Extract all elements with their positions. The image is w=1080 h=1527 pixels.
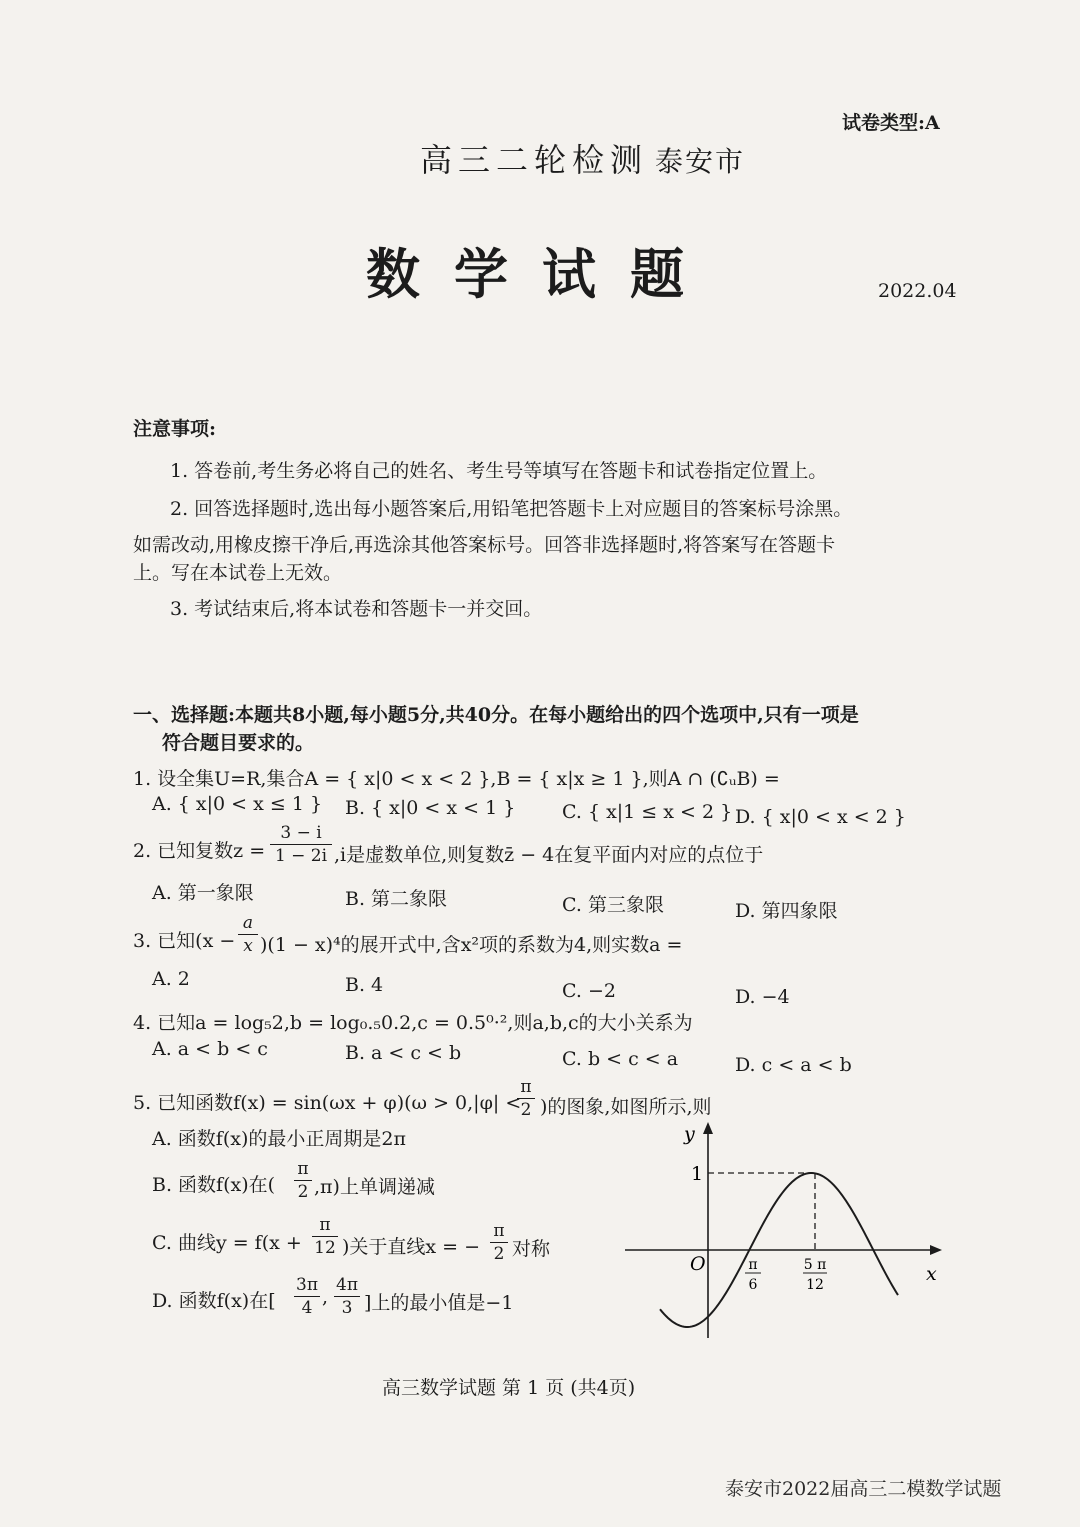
page-title: 数学试题: [366, 242, 718, 306]
question-5-option-d-fraction-2-denominator: 3: [341, 1298, 353, 1318]
question-5-option-d-fraction-1: [294, 1274, 320, 1319]
question-4-option-c: C. b < c < a: [562, 1048, 679, 1070]
y-axis-label: y: [684, 1123, 695, 1145]
question-5-option-c-fraction-1-numerator: π: [312, 1214, 338, 1237]
question-5-option-d-suffix: ]上的最小值是−1: [364, 1292, 514, 1314]
question-3-stem-suffix: )(1 − x)⁴的展开式中,含x²项的系数为4,则实数a =: [260, 934, 683, 956]
y-axis-arrow-icon: [703, 1122, 713, 1134]
question-5-option-c-fraction-1: [312, 1214, 338, 1259]
question-5-option-d-fraction-2: [334, 1274, 360, 1319]
question-3-option-a: A. 2: [152, 968, 190, 990]
question-5-stem-fraction: [517, 1076, 535, 1121]
question-1-option-b: B. { x|0 < x < 1 }: [345, 797, 516, 819]
question-5-option-c-suffix: 对称: [512, 1238, 551, 1260]
question-5-option-c-fraction-2-denominator: 2: [493, 1244, 505, 1264]
question-5-option-c-fraction-1-denominator: 12: [314, 1238, 336, 1258]
question-5-stem-fraction-numerator: π: [517, 1076, 535, 1099]
watermark-caption: 泰安市2022届高三二模数学试题: [725, 1478, 1002, 1500]
section-heading-line-1: 一、选择题:本题共8小题,每小题5分,共40分。在每小题给出的四个选项中,只有一项是: [133, 704, 859, 726]
question-5-option-c-middle: )关于直线x = −: [342, 1236, 481, 1258]
notice-item-2-line-3: 上。写在本试卷上无效。: [133, 562, 343, 584]
question-5-option-b-suffix: ,π)上单调递减: [314, 1176, 435, 1198]
x-axis-label: x: [926, 1263, 937, 1285]
question-5-option-a: A. 函数f(x)的最小正周期是2π: [152, 1128, 406, 1150]
question-5-option-d-fraction-1-denominator: 4: [301, 1298, 313, 1318]
tick-pi-over-6-numerator: π: [748, 1257, 758, 1273]
notice-heading: 注意事项:: [133, 418, 217, 440]
question-2-fraction-denominator: 1 − 2i: [274, 846, 328, 866]
question-4-option-d: D. c < a < b: [735, 1054, 852, 1076]
question-5-option-b-fraction-numerator: π: [294, 1158, 312, 1181]
section-heading-line-2: 符合题目要求的。: [162, 732, 315, 754]
x-axis-arrow-icon: [930, 1245, 942, 1255]
question-5-option-b-prefix: B. 函数f(x)在(: [152, 1174, 276, 1196]
page-footer: 高三数学试题 第 1 页 (共4页): [382, 1377, 636, 1399]
question-5-option-c-fraction-2: [490, 1220, 508, 1265]
question-3-option-d: D. −4: [735, 986, 790, 1008]
question-1-option-d: D. { x|0 < x < 2 }: [735, 806, 906, 828]
question-5-option-d-prefix: D. 函数f(x)在[: [152, 1290, 276, 1312]
question-3-option-c: C. −2: [562, 980, 616, 1002]
question-5-option-d-comma: ,: [322, 1286, 329, 1308]
question-5-option-c-fraction-2-numerator: π: [490, 1220, 508, 1243]
question-2-option-d: D. 第四象限: [735, 900, 838, 922]
question-1-option-c: C. { x|1 ≤ x < 2 }: [562, 801, 733, 823]
question-4-option-a: A. a < b < c: [152, 1038, 268, 1060]
tick-5pi-over-12-numerator: 5 π: [803, 1257, 827, 1273]
question-2-stem-prefix: 2. 已知复数z =: [133, 840, 266, 862]
tick-pi-over-6-denominator: 6: [748, 1277, 758, 1293]
sine-graph: [620, 1118, 950, 1343]
question-3-fraction-numerator: a: [238, 912, 258, 935]
question-1-option-a: A. { x|0 < x ≤ 1 }: [152, 793, 323, 815]
question-5-option-b-fraction-denominator: 2: [297, 1182, 309, 1202]
notice-item-1: 1. 答卷前,考生务必将自己的姓名、考生号等填写在答题卡和试卷指定位置上。: [170, 460, 828, 482]
city-name: 泰安市: [655, 145, 746, 178]
question-2-option-c: C. 第三象限: [562, 894, 664, 916]
origin-label: O: [690, 1253, 706, 1275]
question-3-stem-prefix: 3. 已知(x −: [133, 930, 236, 952]
question-3-option-b: B. 4: [345, 974, 384, 996]
question-4-option-b: B. a < c < b: [345, 1042, 462, 1064]
question-3-fraction-denominator: x: [243, 936, 253, 956]
tick-5pi-over-12-denominator: 12: [806, 1277, 824, 1293]
question-5-stem-suffix: )的图象,如图所示,则: [540, 1096, 712, 1118]
exam-date: 2022.04: [878, 280, 957, 302]
question-2-fraction: [270, 822, 332, 867]
paper-type: 试卷类型:A: [842, 112, 940, 134]
question-4-stem: 4. 已知a = log₅2,b = log₀.₅0.2,c = 0.5⁰·²,则a,b,c的大小关系为: [133, 1012, 693, 1034]
notice-item-2-line-1: 2. 回答选择题时,选出每小题答案后,用铅笔把答题卡上对应题目的答案标号涂黑。: [170, 498, 853, 520]
question-2-option-b: B. 第二象限: [345, 888, 448, 910]
question-5-stem-fraction-denominator: 2: [520, 1100, 532, 1120]
exam-name: 高三二轮检测: [420, 141, 649, 179]
question-5-option-b-fraction: [294, 1158, 312, 1203]
y-max-label: 1: [691, 1163, 704, 1185]
question-3-fraction: [238, 912, 258, 957]
question-2-option-a: A. 第一象限: [152, 882, 254, 904]
notice-item-2-line-2: 如需改动,用橡皮擦干净后,再选涂其他答案标号。回答非选择题时,将答案写在答题卡: [133, 534, 836, 556]
question-2-stem-suffix: ,i是虚数单位,则复数z̄ − 4在复平面内对应的点位于: [334, 844, 764, 866]
question-5-option-c-prefix: C. 曲线y = f(x +: [152, 1232, 302, 1254]
question-5-option-d-fraction-1-numerator: 3π: [296, 1275, 318, 1295]
notice-item-3: 3. 考试结束后,将本试卷和答题卡一并交回。: [170, 598, 543, 620]
question-5-option-d-fraction-2-numerator: 4π: [336, 1275, 358, 1295]
question-2-fraction-numerator: 3 − i: [270, 822, 332, 845]
question-5-stem-prefix: 5. 已知函数f(x) = sin(ωx + φ)(ω > 0,|φ| <: [133, 1092, 522, 1114]
question-1-stem: 1. 设全集U=R,集合A = { x|0 < x < 2 },B = { x|x ≥ 1 },则A ∩ (∁ᵤB) =: [133, 768, 780, 790]
